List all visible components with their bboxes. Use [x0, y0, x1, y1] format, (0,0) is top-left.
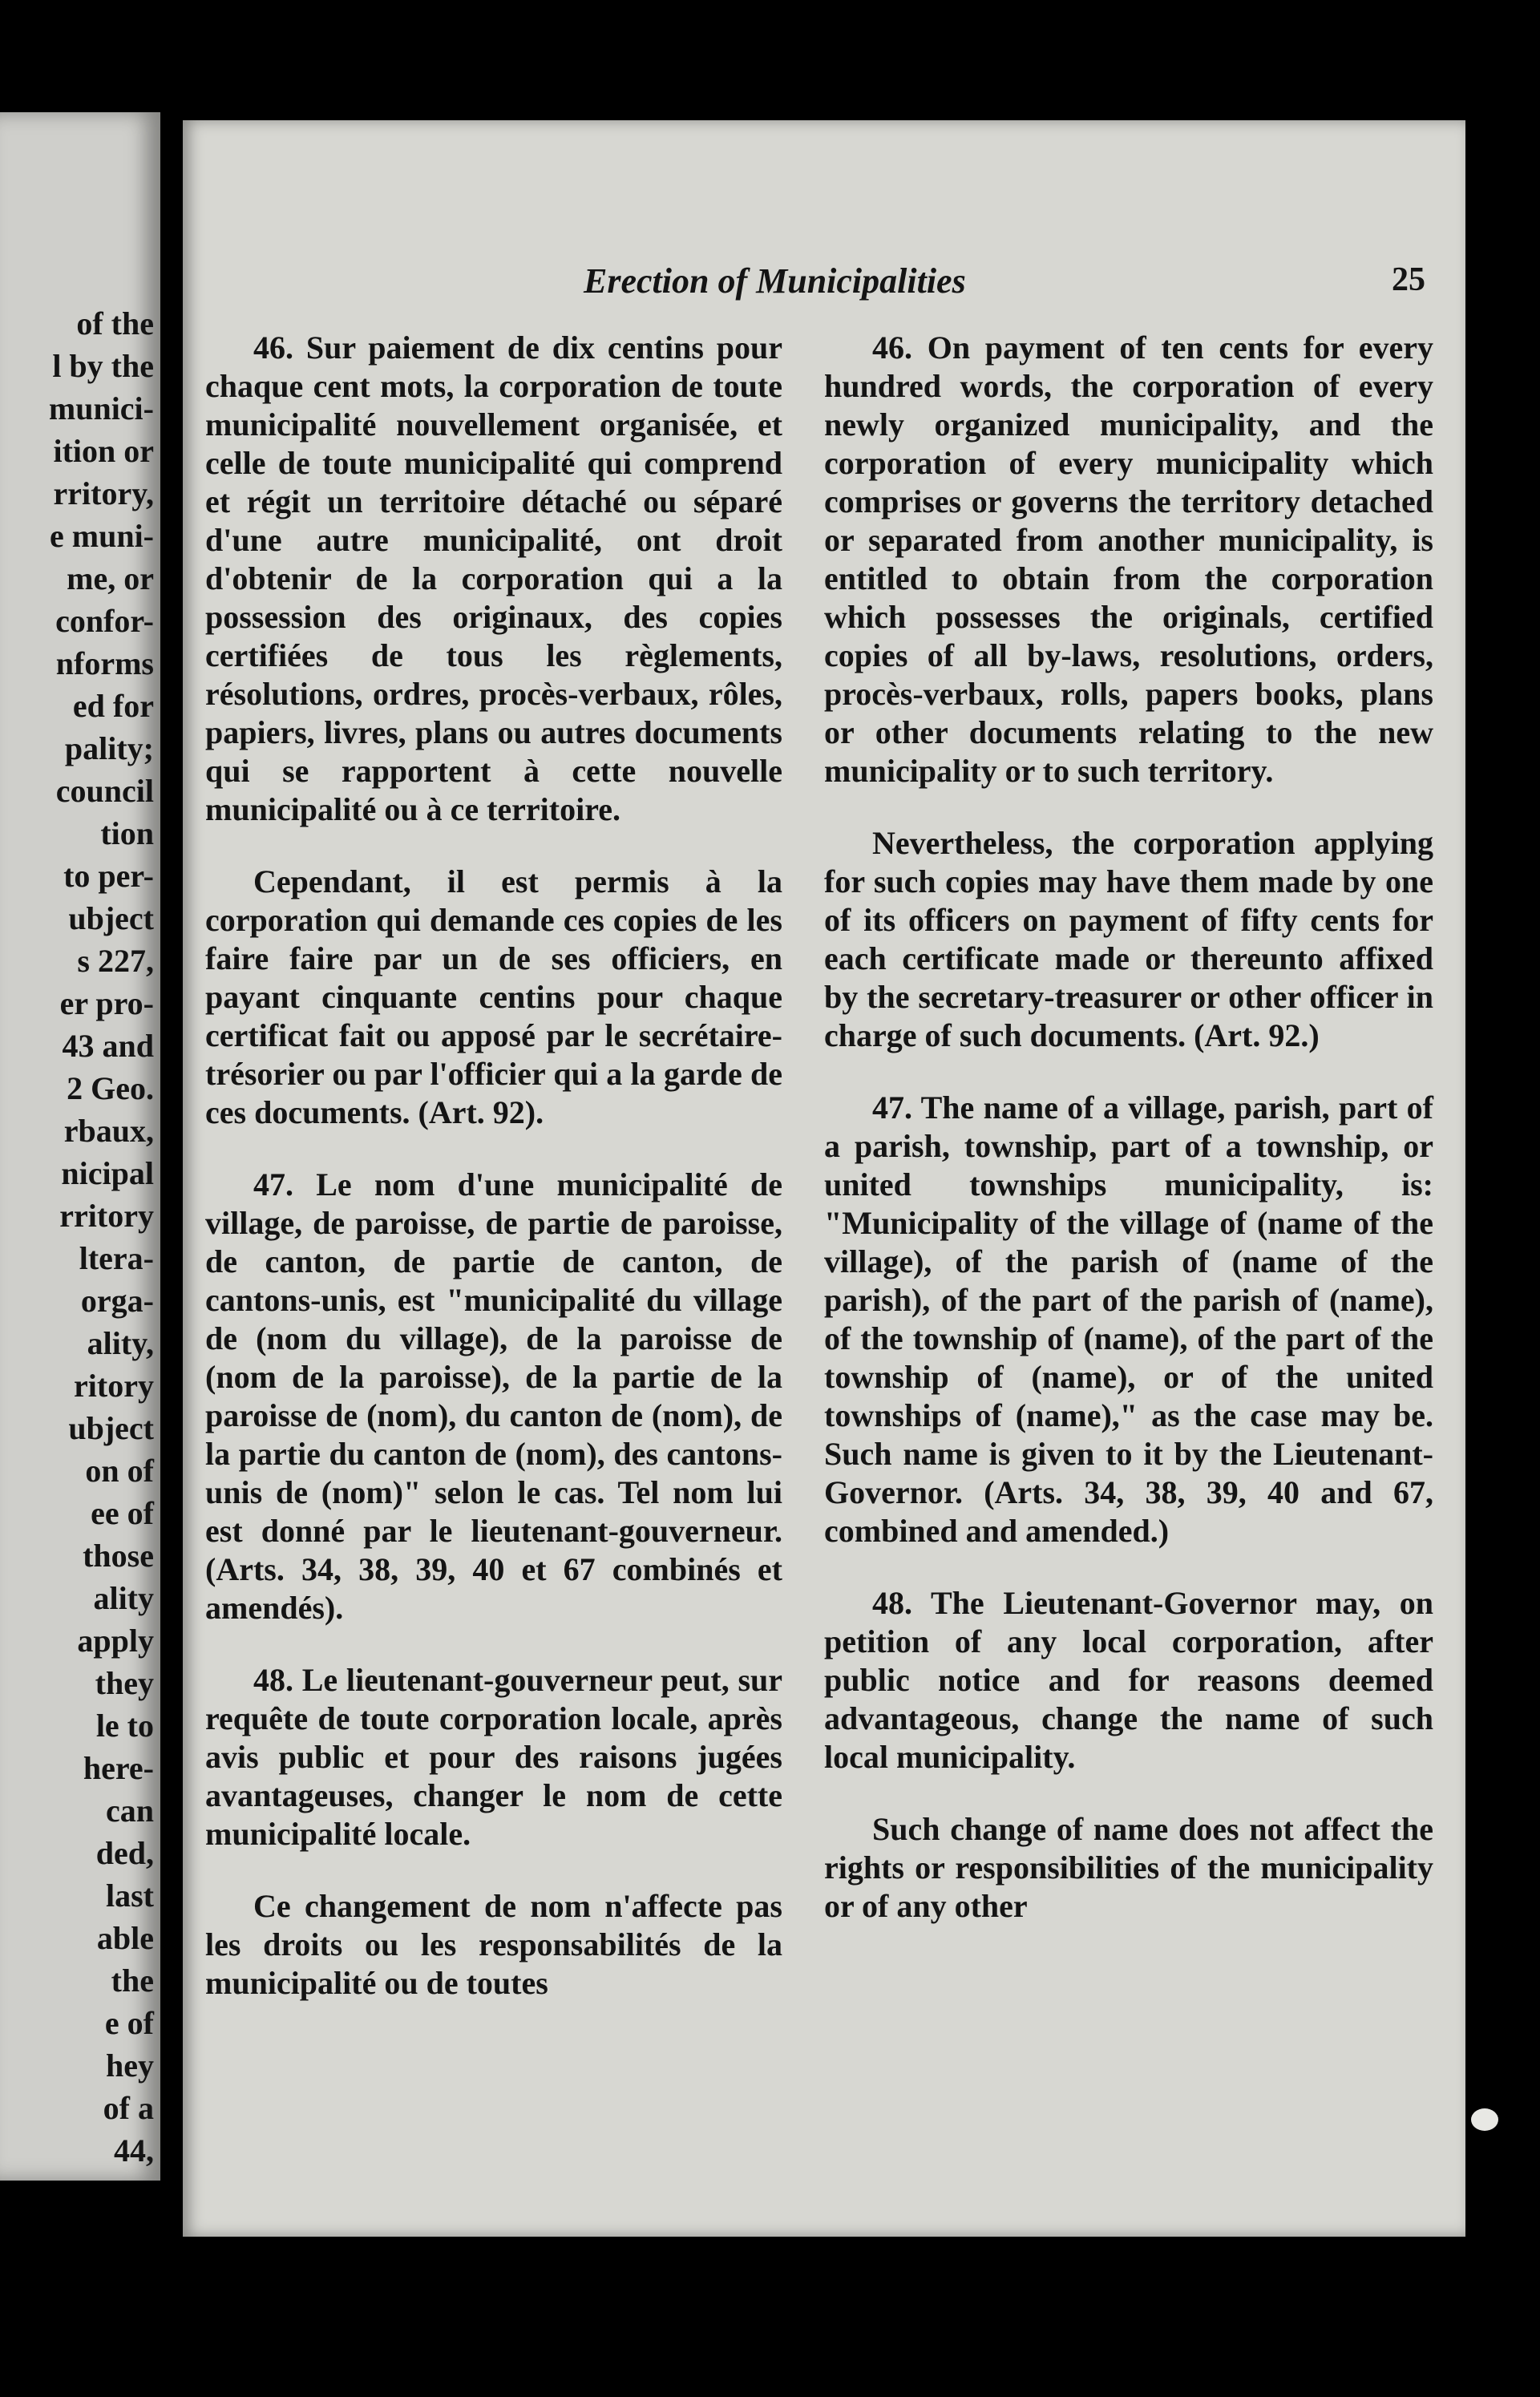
left-page-fragment: confor-	[55, 603, 154, 639]
left-page-fragment: on of	[85, 1453, 154, 1489]
left-page-fragment: those	[83, 1538, 154, 1574]
left-page-fragment: the	[111, 1962, 154, 1999]
left-page-fragment: ee of	[91, 1495, 154, 1531]
left-page-fragment: here-	[83, 1750, 154, 1786]
left-page-fragment: ed for	[72, 688, 154, 724]
paragraph-text: Le nom d'une municipalité de village, de paroisse, de partie de paroisse, de canton, de partie de canton, de cantons-unis, est "municipalité du village de (nom du village), de la paroisse de (nom de la paroisse), de la partie de la paroisse de (nom), du canton de (nom), de la partie du canton de (nom), des cantons-unis de (nom)" selon le cas. Tel nom lui est donné par le lieutenant-gouverneur. (Arts. 34, 38, 39, 40 et 67 combinés et amendés).	[205, 1166, 783, 1626]
english-column	[824, 329, 1433, 1959]
left-page-fragment: nforms	[55, 645, 154, 681]
paragraph	[205, 329, 782, 829]
left-page-fragment: 43 and	[62, 1028, 154, 1064]
left-page-fragment: e of	[104, 2005, 154, 2041]
paragraph	[824, 1584, 1433, 1777]
left-page-fragment: rbaux,	[63, 1113, 154, 1149]
running-title: Erection of Municipalities	[584, 261, 966, 301]
left-page-fragment: ded,	[95, 1835, 154, 1871]
left-page-fragment: me, or	[67, 560, 154, 596]
article-number: 46.	[872, 329, 912, 366]
left-page-fragment: of the	[76, 305, 154, 342]
left-page-fragment: orga-	[80, 1283, 154, 1319]
paragraph-text: Ce changement de nom n'affecte pas les droits ou les responsabilités de la municipalité ou de toutes	[205, 1888, 782, 2001]
left-page-fragment: nicipal	[61, 1155, 154, 1191]
left-page-fragment: e muni-	[50, 518, 154, 554]
left-page-fragment: ubject	[68, 1410, 154, 1446]
left-page-fragment: munici-	[48, 390, 154, 426]
left-page-fragment: ality	[93, 1580, 154, 1616]
paragraph	[824, 1810, 1433, 1926]
paragraph-text: Nevertheless, the corporation applying for such copies may have them made by one of its officers on payment of fifty cents for each certificate made or thereunto affixed by the secretary-treasurer or other officer in charge of such documents. (Art. 92.)	[824, 825, 1433, 1053]
paragraph	[824, 1089, 1433, 1550]
left-page-fragment: last	[106, 1878, 154, 1914]
article-number: 48.	[872, 1585, 912, 1621]
left-page-fragment: s 227,	[77, 943, 154, 979]
page-number: 25	[1392, 261, 1425, 298]
left-page-fragment: er pro-	[59, 985, 154, 1021]
paper-speck	[1471, 2108, 1498, 2131]
paragraph-text: On payment of ten cents for every hundred words, the corporation of every newly organized municipality, and the corporation of every municipality which comprises or governs the territory detached or separated from another municipality, is entitled to obtain from the corporation which possesses the originals, certified copies of all by-laws, resolutions, orders, procès-verbaux, rolls, papers books, plans or other documents relating to the new municipality or to such territory.	[824, 329, 1434, 789]
article-number: 47.	[872, 1089, 912, 1126]
paragraph	[205, 863, 782, 1132]
paragraph-text: The Lieutenant-Governor may, on petition of any local corporation, after public notice and for reasons deemed advantageous, change the name of such local municipality.	[824, 1585, 1434, 1775]
paragraph-text: Cependant, il est permis à la corporation qui demande ces copies de les faire faire par un de ses officiers, en payant cinquante centins pour chaque certificat fait ou apposé par le secrétaire-trésorier ou par l'officier qui a la garde de ces documents. (Art. 92).	[205, 863, 782, 1130]
left-page-edge	[0, 112, 160, 2181]
left-page-fragment: ubject	[68, 900, 154, 936]
left-page-fragment: 44,	[114, 2132, 154, 2169]
paragraph	[205, 1887, 782, 2003]
left-page-fragment: council	[55, 773, 154, 809]
paragraph-text: Sur paiement de dix centins pour chaque cent mots, la corporation de toute municipalité nouvellement organisée, et celle de toute municipalité qui comprend et régit un territoire détaché ou séparé d'une autre municipalité, ont droit d'obtenir de la corporation qui a la possession des originaux, des copies certifiées de tous les règlements, résolutions, ordres, procès-verbaux, rôles, papiers, livres, plans ou autres documents qui se rapportent à cette nouvelle municipalité ou à ce territoire.	[205, 329, 782, 827]
left-page-fragment: rritory	[59, 1198, 154, 1234]
left-page-fragment: apply	[77, 1623, 154, 1659]
left-page-fragment: ition or	[53, 433, 154, 469]
left-page-fragment: able	[96, 1920, 154, 1956]
left-page-fragment: ltera-	[79, 1240, 154, 1276]
article-number: 46.	[253, 329, 293, 366]
left-page-fragment: pality;	[64, 730, 154, 766]
paragraph	[824, 824, 1433, 1055]
left-page-fragment: they	[95, 1665, 154, 1701]
paragraph	[205, 1166, 782, 1627]
french-column	[205, 329, 782, 2036]
paragraph	[205, 1661, 782, 1853]
left-page-fragment: l by the	[52, 348, 154, 384]
left-page-fragment: le to	[95, 1708, 154, 1744]
left-page-fragment: to per-	[63, 858, 154, 894]
paragraph	[824, 329, 1433, 790]
left-page-fragment: ality,	[87, 1325, 154, 1361]
left-page-fragment: rritory,	[53, 475, 154, 511]
left-page-fragment: of a	[103, 2090, 154, 2126]
paragraph-text: The name of a village, parish, part of a parish, township, part of a township, or united townships municipality, is: "Municipality of the village of (name of the village), of the parish of (name of the parish), of the part of the parish of (name), of the township of (name), of the part of the township of (name), or of the united townships of (name)," as the case may be. Such name is given to it by the Lieutenant-Governor. (Arts. 34, 38, 39, 40 and 67, combined and amended.)	[824, 1089, 1433, 1549]
paragraph-text: Le lieutenant-gouverneur peut, sur requête de toute corporation locale, après avis public et pour des raisons jugées avantageuses, changer le nom de cette municipalité locale.	[205, 1662, 783, 1852]
paragraph-text: Such change of name does not affect the rights or responsibilities of the municipality or of any other	[824, 1811, 1433, 1924]
left-page-fragment: tion	[100, 815, 154, 851]
left-page-fragment: 2 Geo.	[67, 1070, 154, 1106]
article-number: 47.	[253, 1166, 293, 1203]
left-page-fragment: can	[106, 1793, 154, 1829]
left-page-fragment: hey	[106, 2047, 154, 2084]
article-number: 48.	[253, 1662, 293, 1698]
book-page	[183, 120, 1465, 2237]
left-page-fragment: ritory	[74, 1368, 154, 1404]
